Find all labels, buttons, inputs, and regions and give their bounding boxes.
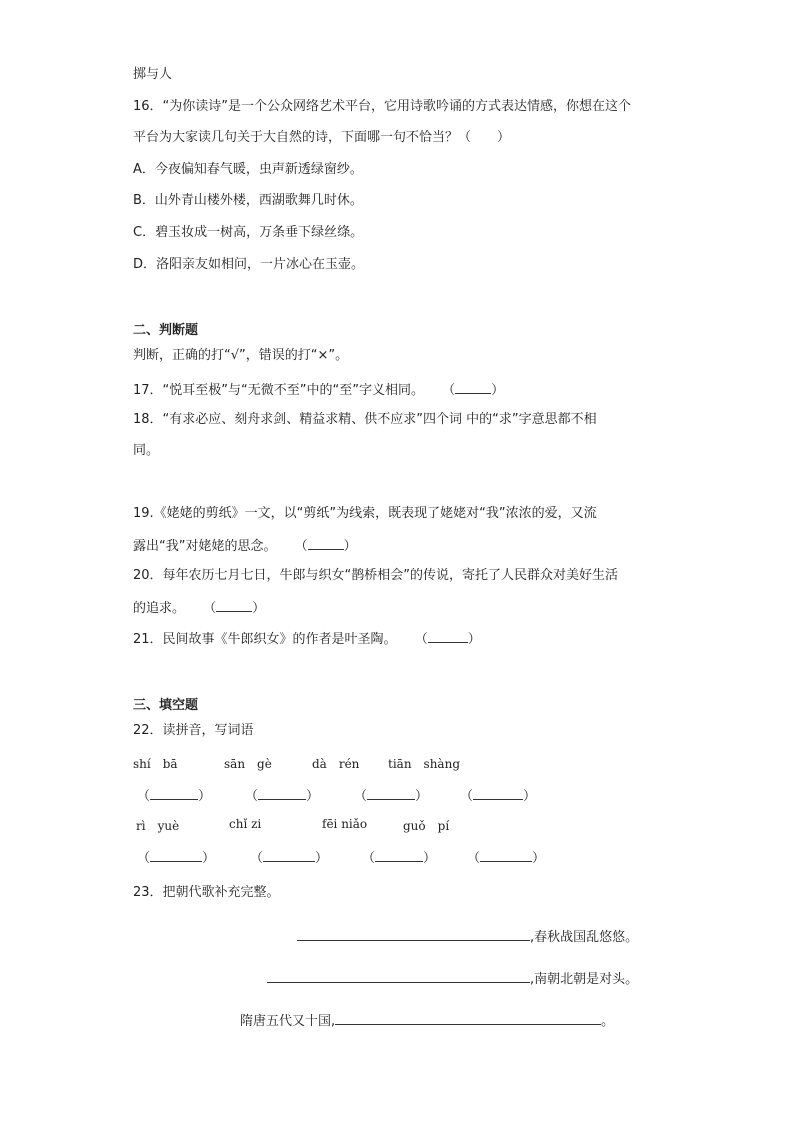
answer-blank-shiba[interactable]: （ ） — [137, 785, 211, 804]
pinyin-sange: sān gè — [224, 757, 272, 771]
verse-line-1: ,春秋战国乱悠悠。 — [297, 926, 638, 945]
verse-line-2: ,南朝北朝是对头。 — [267, 968, 638, 987]
pinyin-feiniao: fēi niǎo — [322, 817, 368, 831]
q20-text: 的追求。 — [133, 601, 186, 616]
answer-blank-sange[interactable]: （ ） — [245, 785, 319, 804]
q19-answer-blank[interactable]: （ ） — [295, 539, 357, 554]
q20-line2 — [133, 598, 265, 618]
top-fragment: 掷与人 — [133, 67, 173, 82]
q16-line2: 平台为大家读几句关于大自然的诗，下面哪一句不恰当？（ ） — [133, 130, 511, 145]
q18-line2: 同。 — [133, 443, 160, 458]
pinyin-guopi: guǒ pí — [403, 819, 450, 833]
q21 — [133, 629, 481, 649]
answer-blank-guopi[interactable]: （ ） — [467, 847, 545, 866]
q16-option-c: C．碧玉妆成一树高，万条垂下绿丝绦。 — [133, 225, 364, 240]
answer-blank-riyue[interactable]: （ ） — [137, 847, 215, 866]
q19-line1: 19.《姥姥的剪纸》一文，以“剪纸”为线索，既表现了姥姥对“我”浓浓的爱，又流 — [133, 506, 597, 521]
q21-answer-blank[interactable]: （ ） — [415, 632, 481, 647]
answer-blank-daren[interactable]: （ ） — [354, 785, 428, 804]
q16-option-d: D．洛阳亲友如相问，一片冰心在玉壶。 — [133, 257, 365, 272]
pinyin-riyue: rì yuè — [136, 819, 180, 833]
q17 — [133, 380, 504, 400]
verse2-answer-blank[interactable] — [267, 968, 530, 983]
verse3-answer-blank[interactable] — [335, 1010, 601, 1025]
verse-line-3: 隋唐五代又十国, 。 — [240, 1010, 614, 1029]
q23-title: 23．把朝代歌补充完整。 — [133, 885, 280, 900]
q16-option-a: A．今夜偏知春气暖，虫声新透绿窗纱。 — [133, 162, 363, 177]
section2-instruction: 判断，正确的打“√”，错误的打“×”。 — [133, 348, 349, 363]
q19-line2 — [133, 536, 357, 556]
q20-line1: 20．每年农历七月七日，牛郎与织女“鹊桥相会”的传说，寄托了人民群众对美好生活 — [133, 568, 619, 583]
answer-blank-feiniao[interactable]: （ ） — [362, 847, 436, 866]
q18-line1: 18．“有求必应、刻舟求剑、精益求精、供不应求”四个词 中的“求”字意思都不相 — [133, 412, 597, 427]
verse1-answer-blank[interactable] — [297, 926, 530, 941]
section3-title: 三、填空题 — [133, 698, 199, 713]
pinyin-tianshang: tiān shàng — [388, 757, 460, 771]
pinyin-daren: dà rén — [312, 757, 360, 771]
q22-title: 22．读拼音，写词语 — [133, 723, 254, 738]
pinyin-chizi: chǐ zi — [229, 817, 262, 831]
q16-option-b: B．山外青山楼外楼，西湖歌舞几时休。 — [133, 193, 363, 208]
pinyin-shiba: shí bā — [133, 757, 178, 771]
q21-text: 21．民间故事《牛郎织女》的作者是叶圣陶。 — [133, 632, 397, 647]
q17-text: 17．“悦耳至极”与“无微不至”中的“至”字义相同。 — [133, 383, 424, 398]
q17-answer-blank[interactable]: （ ） — [442, 383, 504, 398]
q19-text: 露出“我”对姥姥的思念。 — [133, 539, 277, 554]
answer-blank-tianshang[interactable]: （ ） — [460, 785, 536, 804]
section2-title: 二、判断题 — [133, 323, 199, 338]
q16-line1: 16．“为你读诗”是一个公众网络艺术平台，它用诗歌吟诵的方式表达情感，你想在这个 — [133, 99, 632, 114]
answer-blank-chizi[interactable]: （ ） — [250, 847, 328, 866]
q20-answer-blank[interactable]: （ ） — [203, 601, 265, 616]
